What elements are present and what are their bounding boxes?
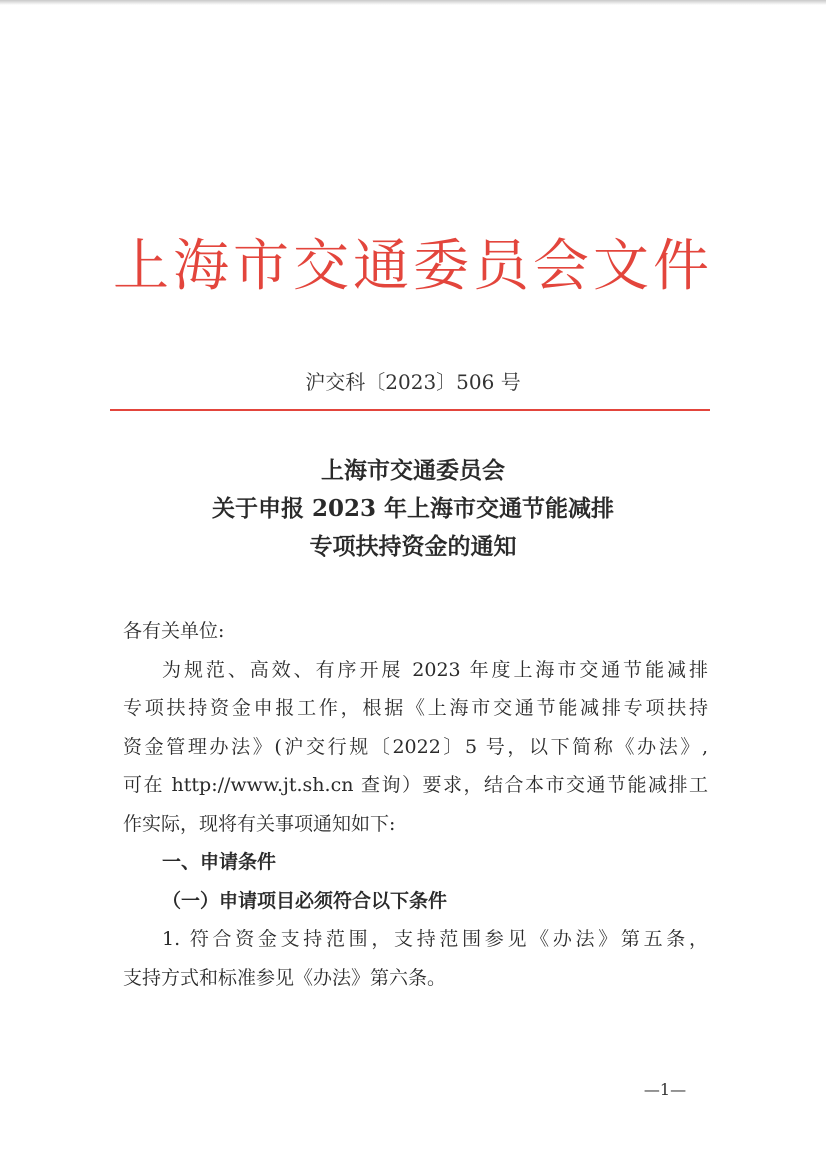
salutation: 各有关单位: [123, 620, 225, 642]
red-divider-line [110, 409, 710, 411]
paragraph-line: 资金管理办法》(沪交行规〔2022〕5 号，以下简称《办法》, [123, 735, 708, 758]
notice-title-line: 关于申报 2023 年上海市交通节能减排 [211, 495, 615, 522]
paragraph-line: 支持方式和标准参见《办法》第六条。 [123, 966, 447, 989]
scan-top-edge [0, 0, 826, 5]
paragraph-line: 专项扶持资金申报工作，根据《上海市交通节能减排专项扶持 [123, 697, 708, 719]
notice-body [123, 612, 708, 997]
page-number: —1— [643, 1080, 687, 1099]
document-number: 沪交科〔2023〕506 号 [305, 370, 521, 394]
paragraph-line: 作实际，现将有关事项通知如下: [123, 812, 396, 835]
notice-title-line: 专项扶持资金的通知 [309, 533, 517, 560]
notice-title [0, 452, 826, 566]
subsection-heading: （一）申请项目必须符合以下条件 [162, 889, 448, 912]
paragraph-line: 为规范、高效、有序开展 2023 年度上海市交通节能减排 [162, 658, 708, 681]
document-header-title: 上海市交通委员会文件 [113, 234, 713, 299]
paragraph-line: 可在 http://www.jt.sh.cn 查询）要求，结合本市交通节能减排工 [123, 774, 708, 796]
notice-title-line: 上海市交通委员会 [321, 457, 505, 484]
paragraph-line: 1. 符合资金支持范围，支持范围参见《办法》第五条， [162, 928, 708, 950]
section-heading: 一、申请条件 [162, 851, 277, 873]
